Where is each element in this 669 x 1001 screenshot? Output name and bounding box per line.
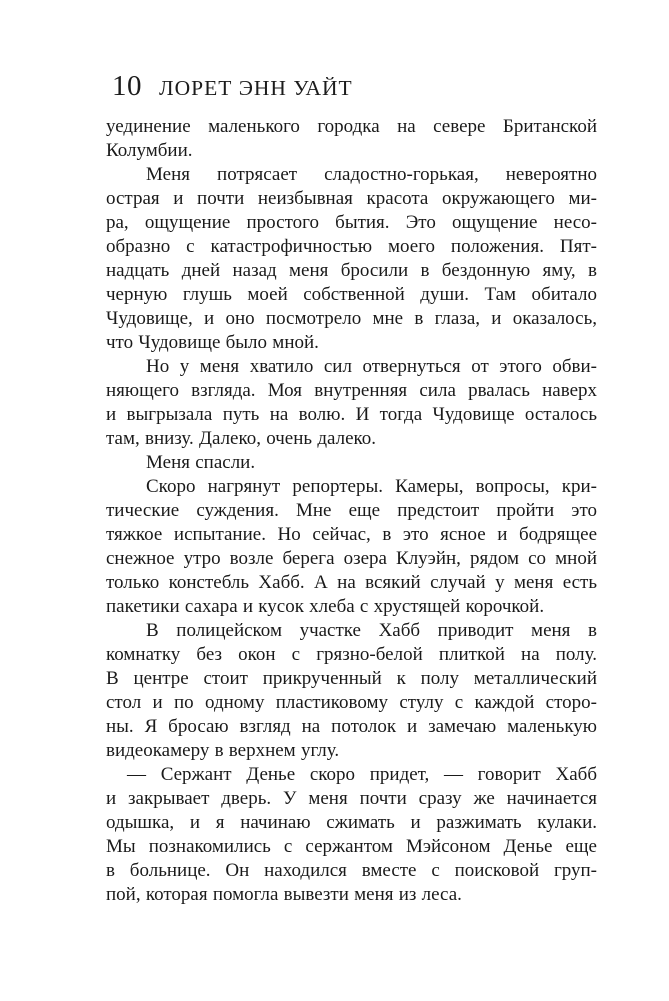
text-line: — Сержант Денье скоро придет, — говорит Хабб bbox=[127, 764, 597, 785]
text-line: снежное утро возле берега озера Клуэйн, рядом со мной bbox=[106, 548, 597, 569]
text-line: видеокамеру в верхнем углу. bbox=[106, 740, 340, 761]
text-line: острая и почти неизбывная красота окружающего ми- bbox=[106, 188, 597, 209]
text-line: В полицейском участке Хабб приводит меня в bbox=[146, 620, 597, 641]
text-line: образно с катастрофичностью моего положения. Пят- bbox=[106, 236, 597, 257]
text-line: ра, ощущение простого бытия. Это ощущение несо- bbox=[106, 212, 597, 233]
text-line: Скоро нагрянут репортеры. Камеры, вопросы, кри- bbox=[146, 476, 597, 497]
text-line: Меня спасли. bbox=[146, 452, 256, 473]
text-line: в больнице. Он находился вместе с поисковой груп- bbox=[106, 860, 597, 881]
text-line: пакетики сахара и кусок хлеба с хрустящей корочкой. bbox=[106, 596, 545, 617]
text-line: только констебль Хабб. А на всякий случай у меня есть bbox=[106, 572, 597, 593]
text-line: тические суждения. Мне еще предстоит пройти это bbox=[106, 500, 597, 521]
text-line: черную глушь моей собственной души. Там обитало bbox=[106, 284, 597, 305]
text-line: и выгрызала путь на волю. И тогда Чудовище осталось bbox=[106, 404, 597, 425]
text-line: и закрывает дверь. У меня почти сразу же начинается bbox=[106, 788, 597, 809]
text-line: надцать дней назад меня бросили в бездонную яму, в bbox=[106, 260, 597, 281]
page-header bbox=[112, 71, 353, 101]
text-line: стол и по одному пластиковому стулу с каждой сторо- bbox=[106, 692, 597, 713]
text-line: комнатку без окон с грязно-белой плиткой на полу. bbox=[106, 644, 597, 665]
text-block bbox=[106, 115, 597, 907]
text-line: одышка, и я начинаю сжимать и разжимать кулаки. bbox=[106, 812, 597, 833]
text-line: ны. Я бросаю взгляд на потолок и замечаю маленькую bbox=[106, 716, 597, 737]
text-line: Колумбии. bbox=[106, 140, 193, 161]
text-line: Мы познакомились с сержантом Мэйсоном Денье еще bbox=[106, 836, 597, 857]
text-line: пой, которая помогла вывезти меня из леса. bbox=[106, 884, 462, 905]
text-line: Но у меня хватило сил отвернуться от этого обви- bbox=[146, 356, 597, 377]
running-title: ЛОРЕТ ЭНН УАЙТ bbox=[159, 76, 353, 100]
text-line: там, внизу. Далеко, очень далеко. bbox=[106, 428, 377, 449]
text-line: Меня потрясает сладостно-горькая, невероятно bbox=[146, 164, 597, 185]
text-line: тяжкое испытание. Но сейчас, в это ясное и бодрящее bbox=[106, 524, 597, 545]
text-line: няющего взгляда. Моя внутренняя сила рвалась наверх bbox=[106, 380, 597, 401]
text-line: Чудовище, и оно посмотрело мне в глаза, и оказалось, bbox=[106, 308, 597, 329]
text-line: уединение маленького городка на севере Британской bbox=[106, 116, 597, 137]
text-line: В центре стоит прикрученный к полу металлический bbox=[106, 668, 597, 689]
text-line: что Чудовище было мной. bbox=[106, 332, 319, 353]
page-number: 10 bbox=[112, 70, 142, 102]
